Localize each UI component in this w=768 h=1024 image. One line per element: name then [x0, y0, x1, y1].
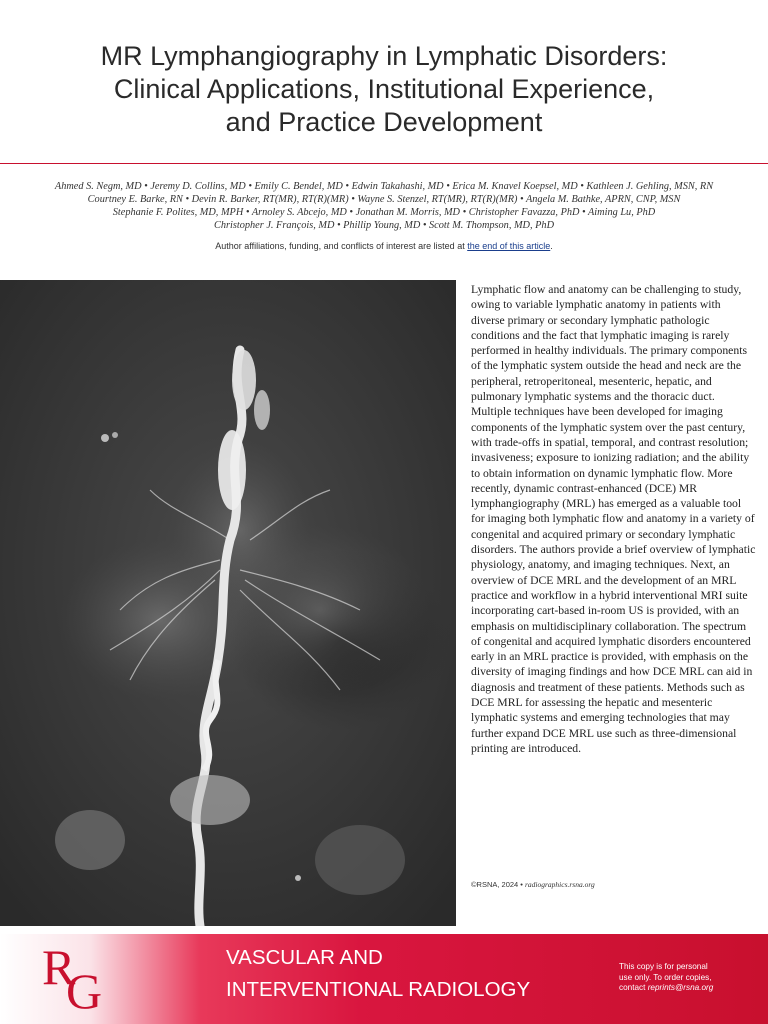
affiliation-text: Author affiliations, funding, and conflicts of interest are listed at	[215, 241, 468, 251]
section-line: VASCULAR AND	[226, 946, 383, 969]
section-line: INTERVENTIONAL RADIOLOGY	[226, 978, 531, 1001]
notice-contact: contact	[619, 983, 648, 992]
affiliation-period: .	[550, 241, 553, 251]
copy-notice	[619, 962, 713, 994]
copyright-text: ©RSNA, 2024 •	[471, 880, 526, 889]
author-list	[30, 180, 738, 232]
author-line: Courtney E. Barke, RN • Devin R. Barker, RT(MR), RT(R)(MR) • Wayne S. Stenzel, RT(MR), RT(R)(MR) • Angela M. Bathke, APRN, CNP, MSN	[87, 194, 681, 205]
journal-url[interactable]: radiographics.rsna.org	[525, 880, 595, 889]
title-divider	[0, 163, 768, 164]
section-title	[226, 942, 530, 1006]
lymphangiogram-illustration	[0, 280, 456, 926]
reprints-email[interactable]: reprints@rsna.org	[647, 983, 714, 992]
title-line: MR Lymphangiography in Lymphatic Disorders:	[100, 41, 668, 71]
end-of-article-link[interactable]: the end of this article	[467, 241, 551, 251]
mr-lymphangiogram-image	[0, 280, 456, 926]
copyright-line	[471, 880, 595, 889]
notice-line	[619, 983, 713, 994]
author-line: Stephanie F. Polites, MD, MPH • Arnoley S. Abcejo, MD • Jonathan M. Morris, MD • Christopher Favazza, PhD • Aiming Lu, PhD	[112, 207, 656, 218]
article-title	[20, 40, 748, 139]
notice-line: use only. To order copies,	[619, 972, 712, 982]
logo-letter-r: R	[42, 939, 76, 995]
title-line: Clinical Applications, Institutional Experience,	[113, 74, 655, 104]
title-line: and Practice Development	[225, 107, 543, 137]
author-line: Ahmed S. Negm, MD • Jeremy D. Collins, MD • Emily C. Bendel, MD • Edwin Takahashi, MD • Erica M. Knavel Koepsel, MD • Kathleen J. Gehling, MSN, RN	[54, 181, 714, 192]
radiographics-logo	[42, 934, 112, 1024]
notice-line: This copy is for personal	[619, 962, 708, 971]
affiliation-note	[30, 241, 738, 251]
author-line: Christopher J. François, MD • Phillip Young, MD • Scott M. Thompson, MD, PhD	[213, 220, 555, 231]
logo-letter-g: G	[66, 963, 103, 1019]
abstract-text: Lymphatic flow and anatomy can be challenging to study, owing to variable lymphatic anatomy in patients with diverse primary or secondary lymphatic pathologic conditions and the fact that lymphatic imaging is rarely performed in healthy individuals. The primary components of the lymphatic system outside the head and neck are the peripheral, retroperitoneal, mesenteric, hepatic, and pulmonary lymphatic systems and the thoracic duct. Multiple techniques have been developed for imaging components of the lymphatic system over the past century, with trade-offs in spatial, temporal, and contrast resolution; invasiveness; exposure to ionizing radiation; and the ability to obtain information on dynamic lymphatic flow. More recently, dynamic contrast-enhanced (DCE) MR lymphangiography (MRL) has emerged as a valuable tool for imaging both lymphatic flow and anatomy in a variety of congenital and acquired primary or secondary lymphatic disorders. The authors provide a brief overview of lymphatic physiology, anatomy, and imaging techniques. Next, an overview of DCE MRL and the development of an MRL practice and workflow in a hybrid interventional MRI suite incorporating cart-based in-room US is provided, with an emphasis on multidisciplinary collaboration. The spectrum of congenital and acquired lymphatic disorders encountered early in an MRL practice is provided, with emphasis on the diversity of imaging findings and how DCE MRL can aid in diagnosis and treatment of these patients. Methods such as DCE MRL for assessing the hepatic and mesenteric lymphatic systems and emerging technologies that may further expand DCE MRL use such as three-dimensional printing are introduced.	[471, 283, 756, 755]
